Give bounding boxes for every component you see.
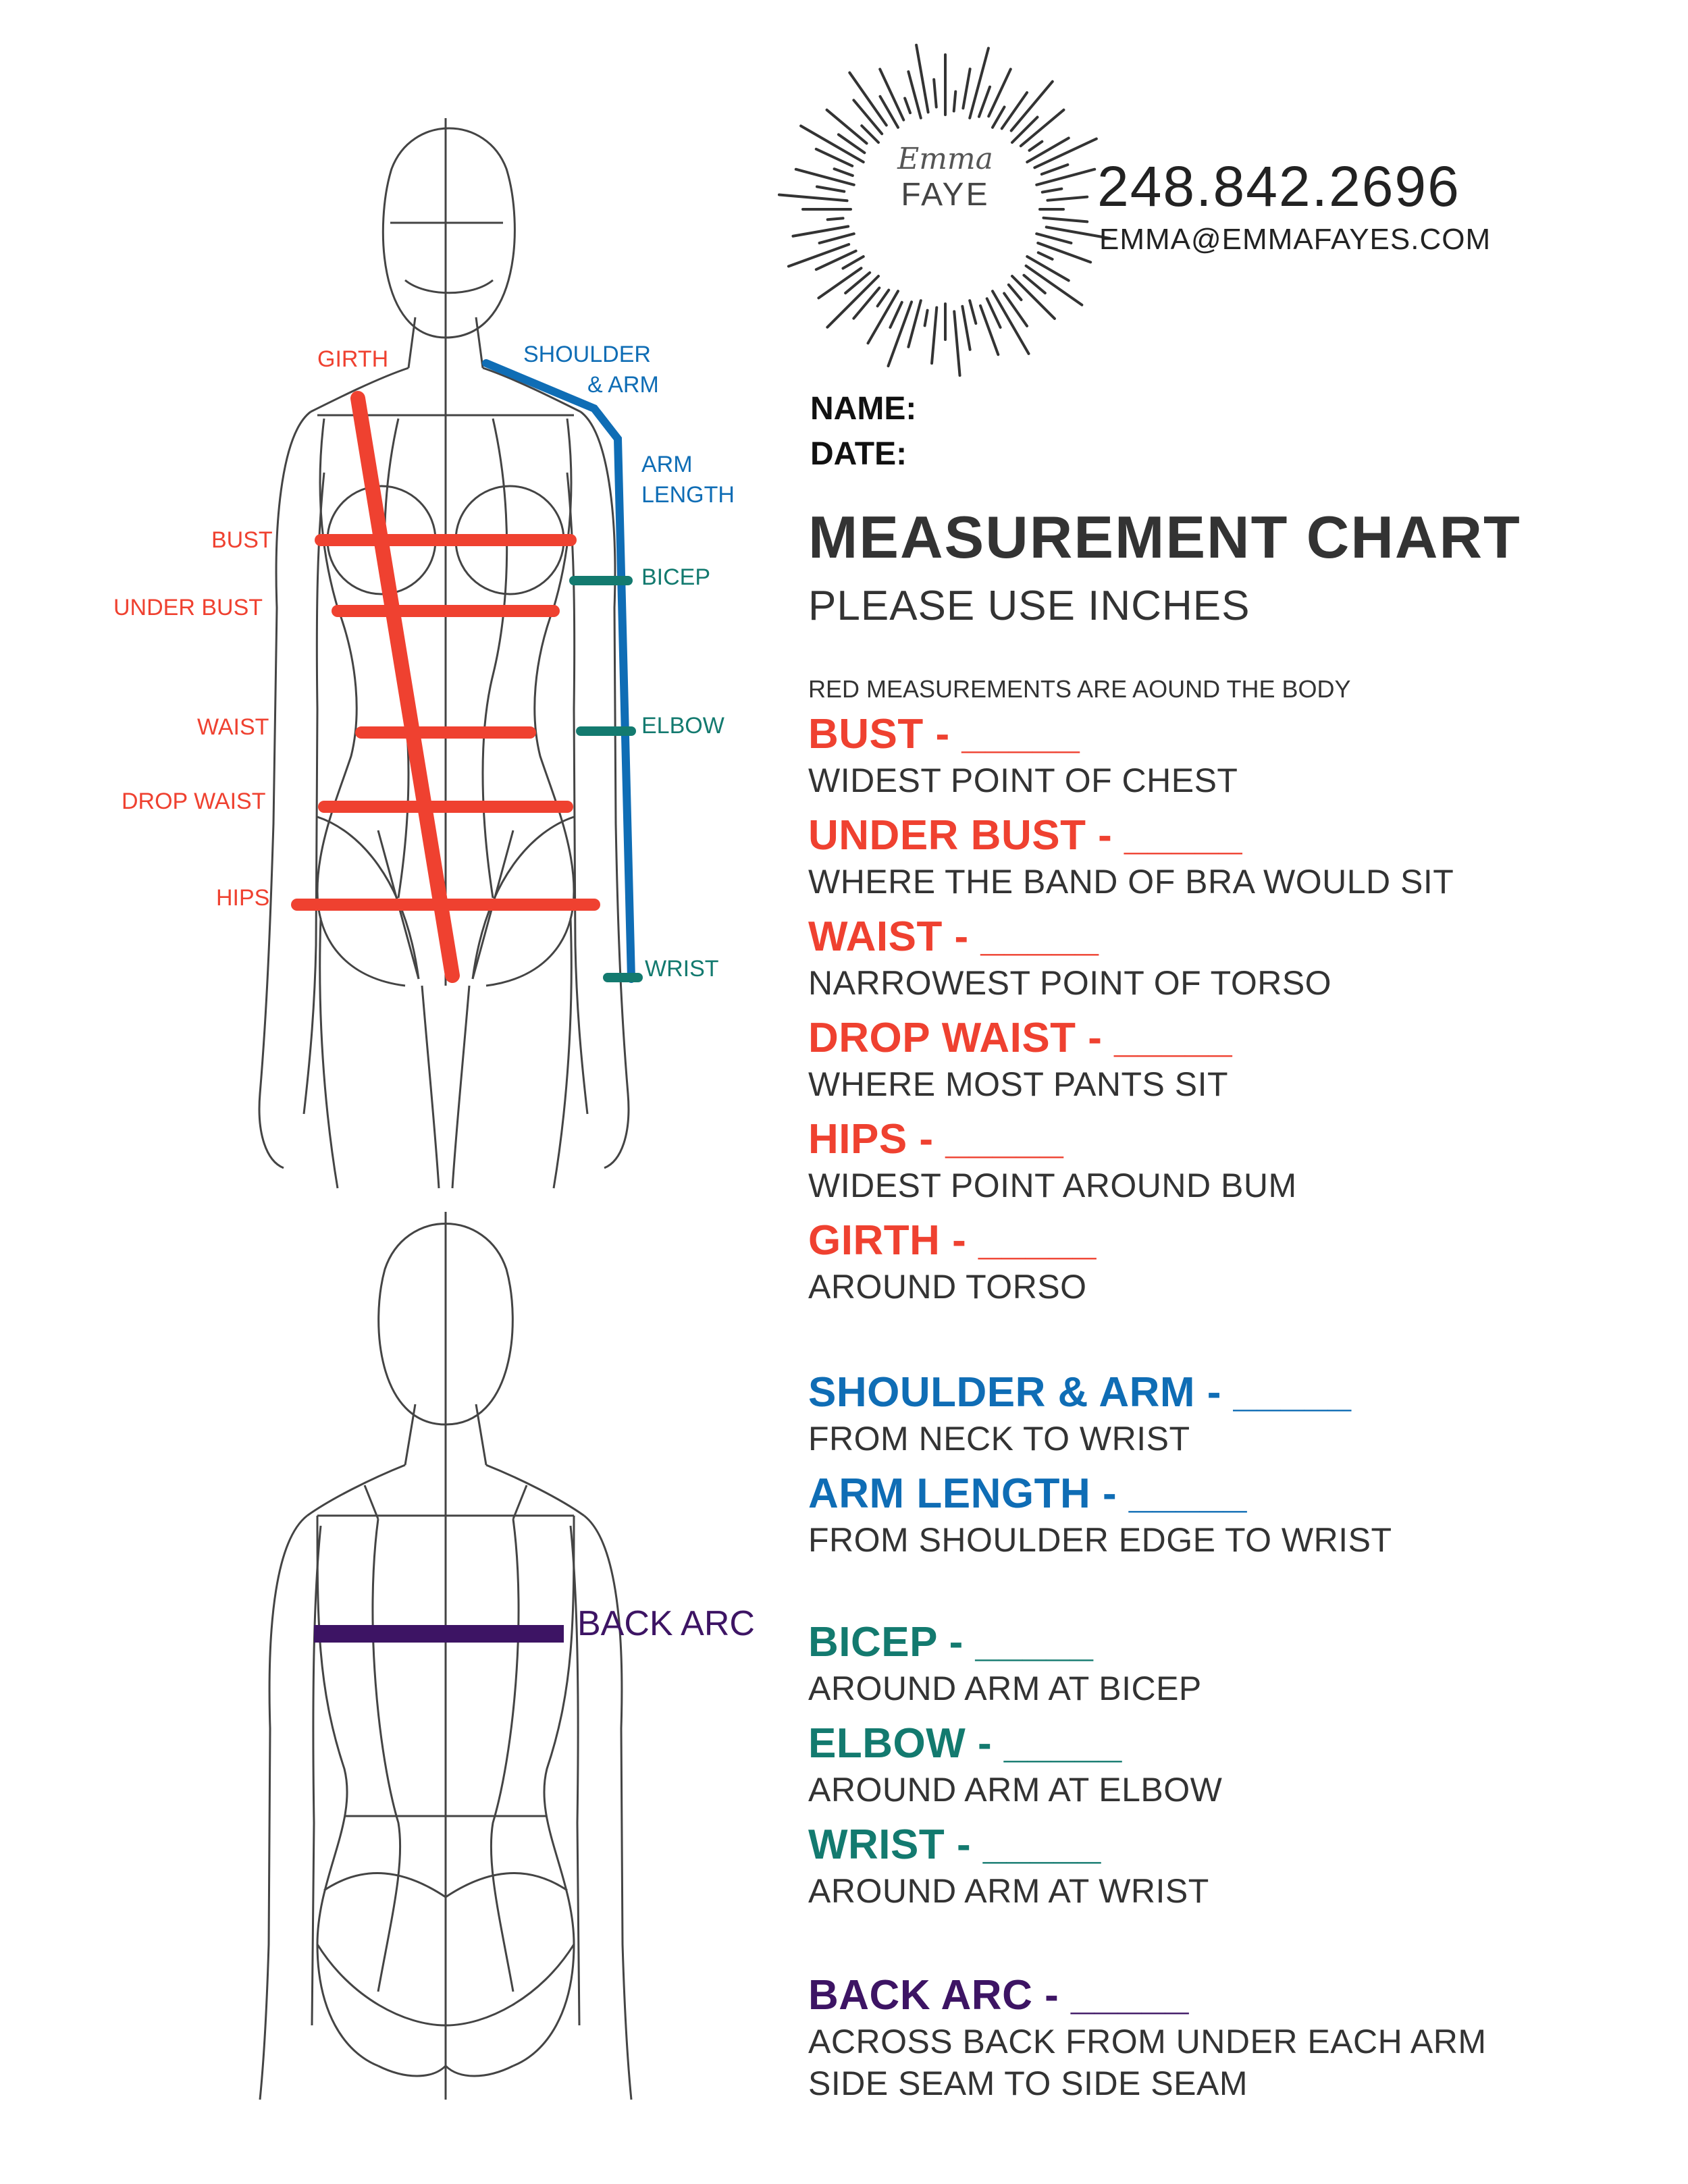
logo-ray (934, 80, 937, 107)
measurement-desc: WHERE MOST PANTS SIT (808, 1065, 1229, 1103)
measurement-name: WRIST - _____ (808, 1821, 1101, 1868)
logo-ray (818, 268, 861, 298)
measurement-name: BACK ARC - _____ (808, 1972, 1189, 2019)
logo-ray (1038, 252, 1053, 259)
measurement-shoulder-arm (808, 1369, 1352, 1458)
label-arm-line2: LENGTH (641, 482, 735, 508)
measurement-name: ELBOW - _____ (808, 1720, 1122, 1767)
logo-ray (980, 306, 998, 354)
logo-ray (970, 300, 976, 323)
measurement-desc: FROM SHOULDER EDGE TO WRIST (808, 1521, 1392, 1559)
contact-email: EMMA@EMMAFAYES.COM (1099, 223, 1492, 256)
measurement-name: WAIST - _____ (808, 913, 1099, 960)
logo-ray (793, 226, 848, 236)
label-hips: HIPS (216, 885, 270, 911)
logo-ray (1027, 257, 1068, 281)
date-field-label: DATE: (810, 436, 907, 472)
measurement-waist (808, 913, 1332, 1002)
measurement-desc: AROUND ARM AT WRIST (808, 1872, 1209, 1910)
logo-ray (916, 45, 928, 112)
measurement-name: HIPS - _____ (808, 1116, 1064, 1163)
measurement-under-bust (808, 812, 1454, 901)
logo-ray (970, 48, 988, 117)
logo-ray (954, 92, 956, 111)
logo-ray (827, 276, 878, 327)
measurement-name: ARM LENGTH - _____ (808, 1470, 1247, 1517)
measurement-desc: AROUND ARM AT BICEP (808, 1670, 1202, 1707)
logo-ray (880, 69, 903, 119)
page-title: MEASUREMENT CHART (808, 504, 1521, 570)
logo-ray (962, 307, 970, 350)
logo-ray (1030, 142, 1043, 151)
measurement-desc: WHERE THE BAND OF BRA WOULD SIT (808, 863, 1454, 901)
logo-ray (827, 110, 867, 143)
logo (878, 142, 1013, 213)
logo-ray (820, 234, 854, 243)
label-back-arc: BACK ARC (577, 1604, 755, 1643)
logo-ray (1009, 285, 1022, 300)
measurement-bust (808, 711, 1238, 799)
logo-ray (1043, 189, 1062, 192)
logo-ray (843, 257, 863, 269)
label-shoulder-line1: SHOULDER (523, 342, 651, 367)
label-bust: BUST (211, 527, 273, 553)
measurement-elbow (808, 1720, 1223, 1809)
logo-ray (1038, 243, 1090, 262)
measurement-name: UNDER BUST - _____ (808, 812, 1242, 859)
logo-name-text: FAYE (901, 177, 990, 213)
name-field-label: NAME: (810, 391, 917, 427)
logo-ray (1002, 92, 1027, 128)
logo-ray (988, 69, 1011, 116)
measurement-desc: WIDEST POINT AROUND BUM (808, 1167, 1297, 1204)
front-figure (259, 118, 629, 1188)
logo-ray (1027, 138, 1068, 163)
measurement-girth (808, 1217, 1097, 1306)
logo-ray (1047, 197, 1087, 201)
logo-ray (925, 311, 928, 326)
label-arm-line1: ARM (641, 452, 693, 477)
logo-ray (1036, 234, 1071, 243)
red-measurements-note: RED MEASUREMENTS ARE AOUND THE BODY (808, 675, 1351, 703)
logo-ray (828, 218, 843, 219)
measurement-name: SHOULDER & ARM - _____ (808, 1369, 1352, 1416)
logo-ray (889, 302, 912, 366)
measurement-name: GIRTH - _____ (808, 1217, 1097, 1264)
front-measurement-lines (297, 363, 638, 979)
logo-ray (1012, 117, 1037, 142)
label-under-bust: UNDER BUST (113, 595, 263, 620)
measurement-back-arc (808, 1972, 1487, 2102)
contact-phone: 248.842.2696 (1097, 155, 1460, 218)
page-subtitle: PLEASE USE INCHES (808, 583, 1250, 629)
logo-ray (817, 186, 844, 191)
logo-ray (835, 169, 853, 176)
measurement-name: BICEP - _____ (808, 1619, 1094, 1666)
measurement-desc: AROUND TORSO (808, 1268, 1087, 1306)
label-elbow: ELBOW (641, 713, 724, 739)
logo-ray (853, 288, 879, 318)
label-wrist: WRIST (645, 956, 719, 982)
measurement-desc: FROM NECK TO WRIST (808, 1420, 1190, 1458)
measurement-desc: NARROWEST POINT OF TORSO (808, 964, 1332, 1002)
label-girth: GIRTH (317, 346, 389, 372)
logo-ray (1043, 218, 1087, 222)
measurement-bicep (808, 1619, 1202, 1707)
measurement-desc: WIDEST POINT OF CHEST (808, 762, 1238, 799)
logo-ray (1004, 294, 1027, 326)
label-drop-waist: DROP WAIST (122, 789, 266, 814)
measurement-name: BUST - _____ (808, 711, 1080, 757)
logo-ray (993, 107, 1005, 127)
logo-ray (1042, 165, 1068, 174)
measurement-wrist (808, 1821, 1209, 1910)
logo-script-text: Emma (897, 142, 993, 176)
measurement-desc: AROUND ARM AT ELBOW (808, 1771, 1223, 1809)
logo-ray (954, 311, 959, 375)
measurement-hips (808, 1116, 1297, 1204)
measurement-arm-length (808, 1470, 1392, 1559)
back-figure (260, 1212, 631, 2100)
measurement-desc-line2: SIDE SEAM TO SIDE SEAM (808, 2065, 1248, 2102)
logo-ray (979, 87, 990, 117)
logo-ray (932, 307, 937, 363)
measurement-desc: ACROSS BACK FROM UNDER EACH ARM (808, 2023, 1487, 2060)
logo-ray (878, 290, 889, 307)
label-shoulder-line2: & ARM (587, 372, 659, 398)
label-waist: WAIST (197, 714, 269, 740)
logo-ray (779, 194, 847, 201)
measurement-name: DROP WAIST - _____ (808, 1015, 1233, 1061)
measurement-drop-waist (808, 1017, 1232, 1101)
logo-ray (789, 244, 849, 266)
logo-ray (963, 69, 970, 108)
logo-ray (905, 99, 910, 113)
label-bicep: BICEP (641, 564, 711, 590)
logo-ray (890, 302, 901, 327)
logo-ray (853, 100, 882, 134)
